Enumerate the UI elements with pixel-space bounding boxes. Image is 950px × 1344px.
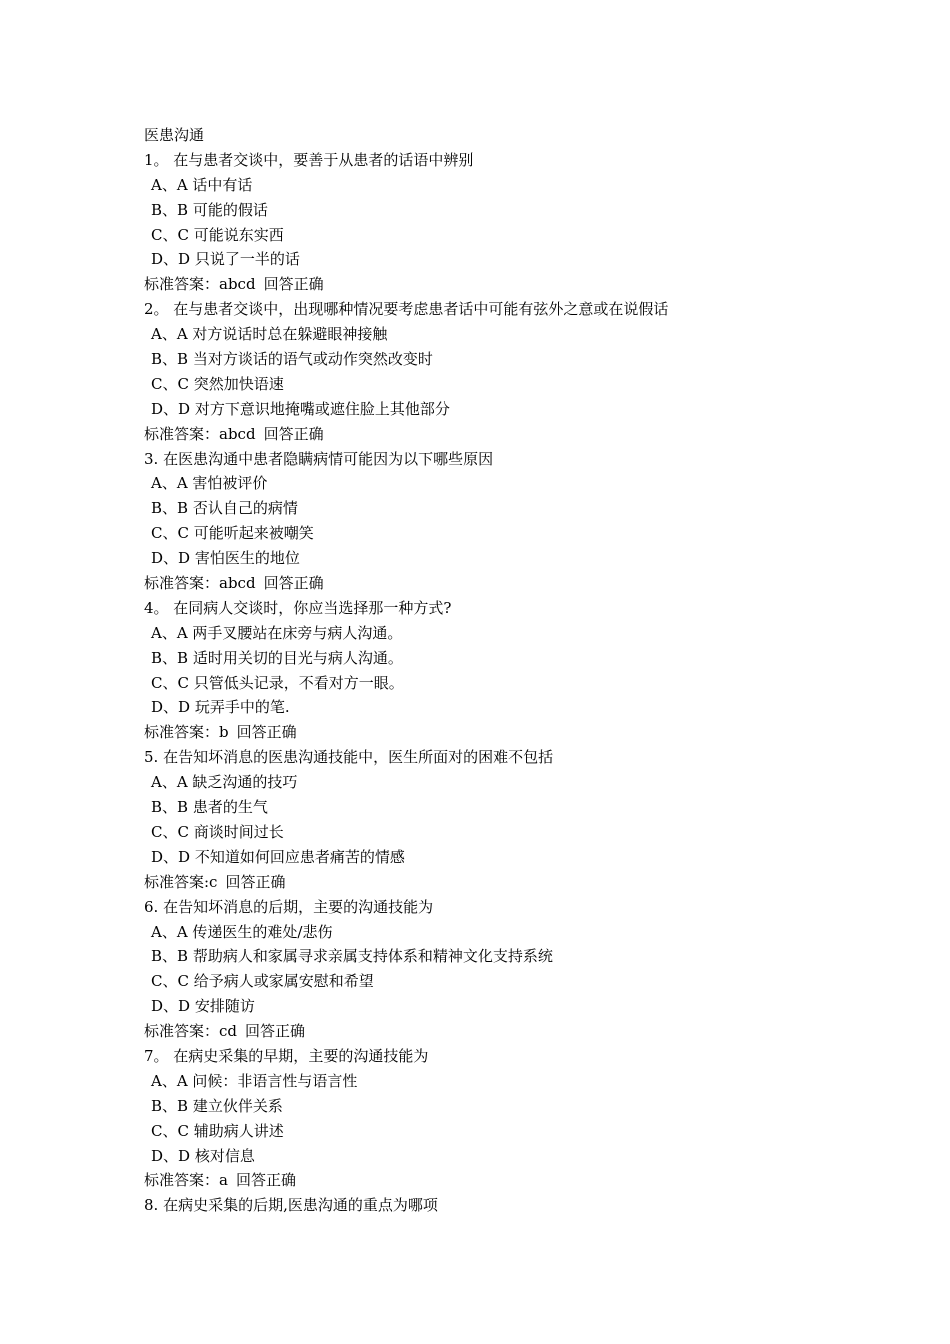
option-c: C、C 可能听起来被嘲笑 [151,524,314,543]
question-block [144,297,844,446]
option-d: D、D 只说了一半的话 [151,250,300,269]
standard-answer: 标准答案:c [144,872,218,891]
question-stem: 4。 在同病人交谈时，你应当选择那一种方式? [144,598,452,617]
standard-answer: 标准答案：a [144,1171,228,1190]
option-c: C、C 可能说东实西 [151,225,284,244]
question-block [144,596,844,745]
option-c: C、C 辅助病人讲述 [151,1121,284,1140]
answer-result: 回答正确 [235,1171,296,1190]
option-d: D、D 不知道如何回应患者痛苦的情感 [151,847,405,866]
option-b: B、B 患者的生气 [151,798,268,817]
option-d: D、D 害怕医生的地位 [151,549,300,568]
option-b: B、B 建立伙伴关系 [151,1096,283,1115]
option-c: C、C 只管低头记录，不看对方一眼。 [151,673,404,692]
answer-result: 回答正确 [263,424,324,443]
option-a: A、A 问候：非语言性与语言性 [151,1071,358,1090]
standard-answer: 标准答案：abcd [144,424,256,443]
option-a: A、A 对方说话时总在躲避眼神接触 [151,325,388,344]
document-page [144,123,844,1218]
option-d: D、D 安排随访 [151,997,255,1016]
standard-answer: 标准答案：b [144,723,229,742]
question-block [144,1044,844,1193]
option-d: D、D 玩弄手中的笔. [151,698,290,717]
question-stem: 6. 在告知坏消息的后期，主要的沟通技能为 [144,897,434,916]
standard-answer: 标准答案：cd [144,1022,238,1041]
option-b: B、B 当对方谈话的语气或动作突然改变时 [151,350,433,369]
question-stem: 7。 在病史采集的早期，主要的沟通技能为 [144,1046,429,1065]
option-a: A、A 害怕被评价 [151,474,268,493]
question-block [144,447,844,596]
question-stem: 5. 在告知坏消息的医患沟通技能中，医生所面对的困难不包括 [144,748,554,767]
answer-result: 回答正确 [225,872,286,891]
answer-result: 回答正确 [263,574,324,593]
question-block [144,148,844,297]
option-a: A、A 两手叉腰站在床旁与病人沟通。 [151,623,403,642]
question-stem: 3. 在医患沟通中患者隐瞒病情可能因为以下哪些原因 [144,449,494,468]
option-d: D、D 对方下意识地掩嘴或遮住脸上其他部分 [151,399,450,418]
question-stem: 1。 在与患者交谈中，要善于从患者的话语中辨别 [144,150,474,169]
option-a: A、A 话中有话 [151,175,253,194]
answer-line [144,272,844,297]
option-b: B、B 否认自己的病情 [151,499,298,518]
answer-line [144,1168,844,1193]
question-stem: 2。 在与患者交谈中，出现哪种情况要考虑患者话中可能有弦外之意或在说假话 [144,300,669,319]
question-block [144,895,844,1044]
answer-result: 回答正确 [236,723,297,742]
standard-answer: 标准答案：abcd [144,275,256,294]
answer-result: 回答正确 [245,1022,306,1041]
option-c: C、C 商谈时间过长 [151,822,284,841]
option-d: D、D 核对信息 [151,1146,255,1165]
question-stem: 8. 在病史采集的后期,医患沟通的重点为哪项 [144,1196,438,1215]
answer-line [144,571,844,596]
option-a: A、A 传递医生的难处/悲伤 [151,922,333,941]
option-b: B、B 适时用关切的目光与病人沟通。 [151,648,403,667]
question-block [144,745,844,894]
answer-result: 回答正确 [263,275,324,294]
document-title: 医患沟通 [144,126,205,144]
answer-line [144,870,844,895]
answer-line [144,1019,844,1044]
option-b: B、B 可能的假话 [151,200,268,219]
answer-line [144,422,844,447]
option-a: A、A 缺乏沟通的技巧 [151,773,298,792]
option-c: C、C 突然加快语速 [151,374,284,393]
answer-line [144,720,844,745]
option-b: B、B 帮助病人和家属寻求亲属支持体系和精神文化支持系统 [151,947,553,966]
standard-answer: 标准答案：abcd [144,574,256,593]
option-c: C、C 给予病人或家属安慰和希望 [151,972,374,991]
